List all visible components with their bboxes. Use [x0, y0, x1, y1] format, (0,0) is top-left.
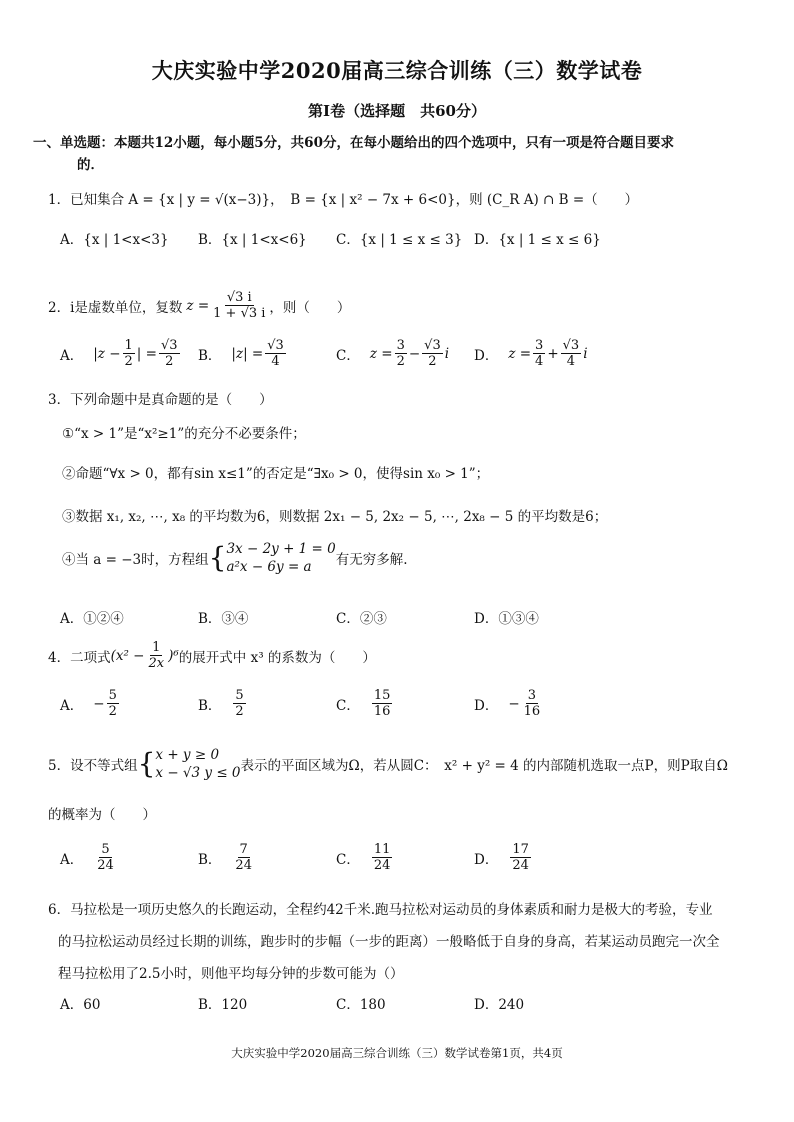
question-3-statement-3: ③数据 x₁, x₂, ⋯, x₈ 的平均数为6，则数据 2x₁ − 5, 2x₂ − 5, ⋯, 2x₈ − 5 的平均数是6；	[62, 509, 608, 525]
frac-den: 24	[97, 858, 114, 873]
frac-num: 3	[535, 338, 544, 353]
question-5-option-a	[60, 842, 198, 873]
frac-num: 3	[527, 688, 537, 703]
frac-num: 3	[396, 338, 405, 353]
option-expr-mid: | =	[136, 345, 157, 362]
question-4-suffix: 的展开式中 x³ 的系数为（ ）	[178, 649, 376, 666]
left-brace-icon: {	[137, 747, 156, 780]
frac-den: 4	[271, 354, 280, 369]
question-6-line-3: 程马拉松用了2.5小时，则他平均每分钟的步数可能为（）	[58, 966, 404, 982]
inequality-2: x − √3 y ≤ 0	[155, 765, 241, 781]
question-1-text: 1．已知集合 A = {x | y = √(x−3)}， B = {x | x² − 7x + 6<0}，则 (C_R A) ∩ B =（ ）	[48, 192, 639, 208]
frac-num: √3	[562, 338, 580, 353]
question-5-option-c	[336, 842, 474, 873]
option-label: D．	[474, 697, 499, 714]
inequality-1: x + y ≥ 0	[155, 747, 220, 763]
frac-den: 2	[165, 354, 174, 369]
equation-system	[226, 540, 335, 576]
question-1-option-b: B．{x | 1<x<6}	[198, 232, 307, 248]
frac-den: 16	[523, 704, 541, 719]
question-2-suffix: ，则（ ）	[269, 299, 351, 316]
section-heading-cont: 的．	[77, 157, 104, 173]
frac-num: 1	[124, 338, 133, 353]
frac-num: 5	[101, 842, 110, 857]
option-fraction	[533, 338, 545, 369]
option-fraction	[372, 842, 393, 873]
question-5-line-2: 的概率为（ ）	[48, 807, 156, 823]
frac-num: √3	[424, 338, 441, 353]
question-6-option-a: A．60	[60, 997, 101, 1013]
option-fraction	[233, 688, 245, 719]
question-4-text	[48, 640, 376, 671]
question-2-z-label: z =	[186, 297, 210, 314]
question-4-options	[60, 688, 680, 719]
question-6-options	[60, 993, 680, 1013]
question-3-option-b: B．③④	[198, 611, 249, 627]
question-1-options	[60, 228, 680, 248]
question-5-option-b	[198, 842, 336, 873]
question-2-denominator: 1 + √3 i	[213, 306, 266, 321]
question-2-prefix: 2．i是虚数单位，复数	[48, 299, 183, 316]
frac-den: 4	[566, 354, 576, 369]
question-4-expr-left: (x² −	[110, 647, 145, 664]
question-2-options	[60, 338, 680, 369]
option-label: A．	[60, 347, 84, 364]
option-expr: |z −	[93, 345, 121, 362]
option-fraction	[95, 842, 116, 873]
frac-num: √3	[160, 338, 178, 353]
statement-4-suffix: 有无穷多解.	[335, 552, 408, 568]
option-label: C．	[336, 851, 360, 868]
option-fraction	[422, 338, 443, 369]
option-expr: z =	[369, 345, 393, 362]
option-label: D．	[474, 851, 499, 868]
question-4-expr-right: )⁶	[168, 647, 179, 664]
option-tail: i	[444, 345, 450, 362]
option-operator: +	[547, 345, 559, 362]
question-3-statement-1: ①“x > 1”是“x²≥1”的充分不必要条件；	[62, 426, 306, 442]
frac-den: 2	[396, 354, 405, 369]
question-4-option-a	[60, 688, 198, 719]
question-4-fraction	[147, 640, 167, 671]
question-2-option-d	[474, 338, 612, 369]
frac-den: 2	[428, 354, 437, 369]
frac-den: 2	[108, 704, 117, 719]
option-operator: −	[408, 345, 421, 362]
section-subtitle: 第I卷（选择题 共60分）	[308, 102, 486, 120]
option-fraction	[561, 338, 582, 369]
question-5-option-d	[474, 842, 612, 873]
option-fraction	[159, 338, 180, 369]
frac-den: 2	[124, 354, 133, 369]
option-label: C．	[336, 697, 360, 714]
frac-den: 24	[512, 858, 529, 873]
frac-den: 2	[235, 704, 244, 719]
question-2-text	[48, 290, 350, 321]
question-3-option-a: A．①②④	[60, 611, 124, 627]
frac-den: 24	[235, 858, 252, 873]
question-1-option-a: A．{x | 1<x<3}	[60, 232, 169, 248]
question-3-option-d: D．①③④	[474, 611, 539, 627]
system-equation-1: 3x − 2y + 1 = 0	[226, 541, 336, 557]
option-label: B．	[198, 347, 222, 364]
option-fraction	[123, 338, 135, 369]
question-4-option-c	[336, 688, 474, 719]
section-heading-text: 一、单选题：本题共12小题，每小题5分，共60分，在每小题给出的四个选项中，只有一项是符合题目要求	[33, 135, 674, 151]
system-equation-2: a²x − 6y = a	[226, 559, 312, 575]
question-2-numerator: √3 i	[226, 290, 252, 305]
question-6-option-d: D．240	[474, 997, 525, 1013]
frac-num: √3	[267, 338, 284, 353]
option-fraction	[265, 338, 286, 369]
option-expr: z =	[508, 345, 532, 362]
option-fraction	[372, 688, 393, 719]
frac-num: 5	[235, 688, 244, 703]
question-5-options	[60, 842, 680, 873]
frac-num: 11	[373, 842, 391, 857]
exam-title: 大庆实验中学2020届高三综合训练（三）数学试卷	[151, 58, 643, 83]
option-expr: |z| =	[231, 345, 264, 362]
frac-den: 2x	[148, 656, 165, 671]
question-3-text: 3．下列命题中是真命题的是（ ）	[48, 392, 273, 408]
question-6-option-c: C．180	[336, 997, 386, 1013]
question-6-option-b: B．120	[198, 997, 248, 1013]
question-5-suffix: 表示的平面区域为Ω，若从圆C： x² + y² = 4 的内部随机选取一点P，则P取自Ω	[240, 758, 728, 774]
question-5-prefix: 5．设不等式组	[48, 758, 138, 774]
question-2-option-b	[198, 338, 336, 369]
option-label: B．	[198, 851, 222, 868]
frac-num: 15	[373, 688, 391, 703]
option-tail: i	[583, 345, 588, 362]
question-1-option-c: C．{x | 1 ≤ x ≤ 3}	[336, 232, 463, 248]
option-fraction	[107, 688, 119, 719]
frac-num: 5	[108, 688, 117, 703]
option-sign: −	[93, 695, 105, 712]
question-3-statement-4	[62, 540, 408, 576]
option-sign: −	[508, 695, 520, 712]
option-label: D．	[474, 347, 499, 364]
option-fraction	[522, 688, 543, 719]
option-fraction	[510, 842, 531, 873]
frac-den: 4	[535, 354, 544, 369]
option-label: A．	[60, 697, 84, 714]
frac-den: 24	[373, 858, 391, 873]
question-4-option-b	[198, 688, 336, 719]
frac-den: 16	[373, 704, 391, 719]
question-5-text	[48, 746, 728, 782]
option-label: A．	[60, 851, 84, 868]
question-3-options	[60, 607, 680, 627]
question-2-option-a	[60, 338, 198, 369]
inequality-system	[155, 746, 240, 782]
question-4-option-d	[474, 688, 612, 719]
option-fraction	[233, 842, 254, 873]
frac-num: 1	[152, 640, 161, 655]
statement-4-prefix: ④当 a = −3时，方程组	[62, 552, 209, 568]
question-6-line-1: 6．马拉松是一项历史悠久的长跑运动，全程约42千米.跑马拉松对运动员的身体素质和耐力是极大的考验，专业	[48, 902, 713, 918]
frac-num: 17	[512, 842, 529, 857]
question-2-fraction	[211, 290, 267, 321]
frac-num: 7	[239, 842, 248, 857]
left-brace-icon: {	[208, 541, 227, 574]
option-label: C．	[336, 347, 360, 364]
question-3-option-c: C．②③	[336, 611, 387, 627]
question-3-statement-2: ②命题“∀x > 0，都有sin x≤1”的否定是“∃x₀ > 0，使得sin x₀ > 1”；	[62, 466, 490, 482]
question-1-option-d: D．{x | 1 ≤ x ≤ 6}	[474, 232, 601, 248]
page-footer: 大庆实验中学2020届高三综合训练（三）数学试卷第1页，共4页	[231, 1046, 563, 1060]
section-heading	[33, 132, 763, 176]
question-2-option-c	[336, 338, 474, 369]
question-6-line-2: 的马拉松运动员经过长期的训练，跑步时的步幅（一步的距离）一般略低于自身的身高，若某运动员跑完一次全	[58, 934, 720, 950]
option-label: B．	[198, 697, 222, 714]
question-4-prefix: 4．二项式	[48, 649, 111, 666]
option-fraction	[395, 338, 407, 369]
